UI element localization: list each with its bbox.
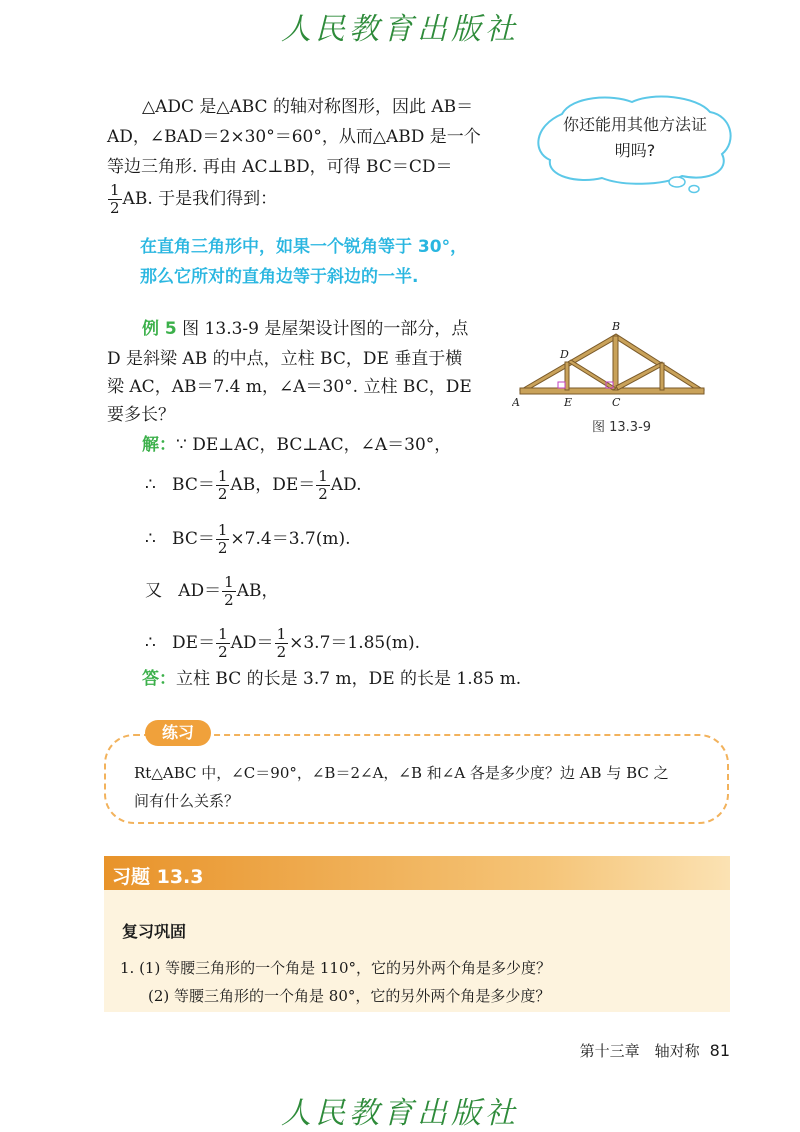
label-c: C <box>612 396 621 409</box>
exercise-line-2: 间有什么关系？ <box>134 792 240 810</box>
exercise-line-1: Rt△ABC 中，∠C＝90°，∠B＝2∠A，∠B 和∠A 各是多少度？边 AB 与 BC 之 <box>134 764 669 782</box>
solution-given: 解：∵ DE⊥AC，BC⊥AC，∠A＝30°， <box>142 435 452 455</box>
publisher-watermark-top: 人民教育出版社 <box>281 12 519 47</box>
solution-step-4: ∴ DE＝ $\frac{1}{2}$ AD＝ $\frac{1}{2}$ ×3.7＝1.85(m). <box>145 625 421 661</box>
example-label: 例 5 <box>142 319 177 339</box>
exercise-tag: 练习 <box>145 720 211 746</box>
solution-step-2: ∴ BC＝ $\frac{1}{2}$ ×7.4＝3.7(m). <box>145 521 351 557</box>
homework-subtitle: 复习巩固 <box>122 922 187 941</box>
intro-line-1: △ADC 是△ABC 的轴对称图形，因此 AB＝ <box>142 97 474 117</box>
example-line-2: D 是斜梁 AB 的中点，立柱 BC，DE 垂直于横 <box>107 349 463 369</box>
label-a: A <box>512 396 520 409</box>
homework-title: 习题 13.3 <box>112 866 204 888</box>
example-line-4: 要多长？ <box>107 405 175 425</box>
example-line-1: 例 5 图 13.3-9 是屋架设计图的一部分，点 <box>142 319 469 339</box>
label-d: D <box>560 348 569 361</box>
theorem-line-2: 那么它所对的直角边等于斜边的一半. <box>140 267 419 287</box>
solution-step-1: ∴ BC＝ $\frac{1}{2}$ AB，DE＝ $\frac{1}{2}$ AD. <box>145 467 362 503</box>
intro-line-3: 等边三角形. 再由 AC⊥BD，可得 BC＝CD＝ <box>107 157 453 177</box>
page-number: 81 <box>709 1041 730 1060</box>
chapter-title: 第十三章 轴对称 <box>579 1042 700 1060</box>
cloud-prompt: 你还能用其他方法证明吗? <box>562 115 707 160</box>
roof-truss-figure <box>512 320 712 412</box>
homework-q1-part2: (2) 等腰三角形的一个角是 80°，它的另外两个角是多少度？ <box>148 987 551 1005</box>
solution-step-3: 又 AD＝ $\frac{1}{2}$ AB， <box>145 573 279 609</box>
example-line-3: 梁 AC，AB＝7.4 m，∠A＝30°. 立柱 BC，DE <box>107 377 472 397</box>
figure-caption: 图 13.3-9 <box>592 420 652 435</box>
theorem-line-1: 在直角三角形中，如果一个锐角等于 30°， <box>140 237 468 257</box>
homework-q1-part1: 1. (1) 等腰三角形的一个角是 110°，它的另外两个角是多少度？ <box>120 959 551 977</box>
label-e: E <box>564 396 573 409</box>
publisher-watermark-bottom: 人民教育出版社 <box>281 1096 519 1131</box>
solution-answer: 答：立柱 BC 的长是 3.7 m，DE 的长是 1.85 m. <box>142 669 522 689</box>
intro-line-2: AD，∠BAD＝2×30°＝60°，从而△ABD 是一个 <box>107 127 481 147</box>
label-b: B <box>612 320 621 333</box>
fraction-half: $\frac{1}{2}$ <box>110 181 120 217</box>
page-footer <box>520 1040 730 1061</box>
intro-line-4: $\frac{1}{2}$ AB. 于是我们得到： <box>110 181 278 217</box>
